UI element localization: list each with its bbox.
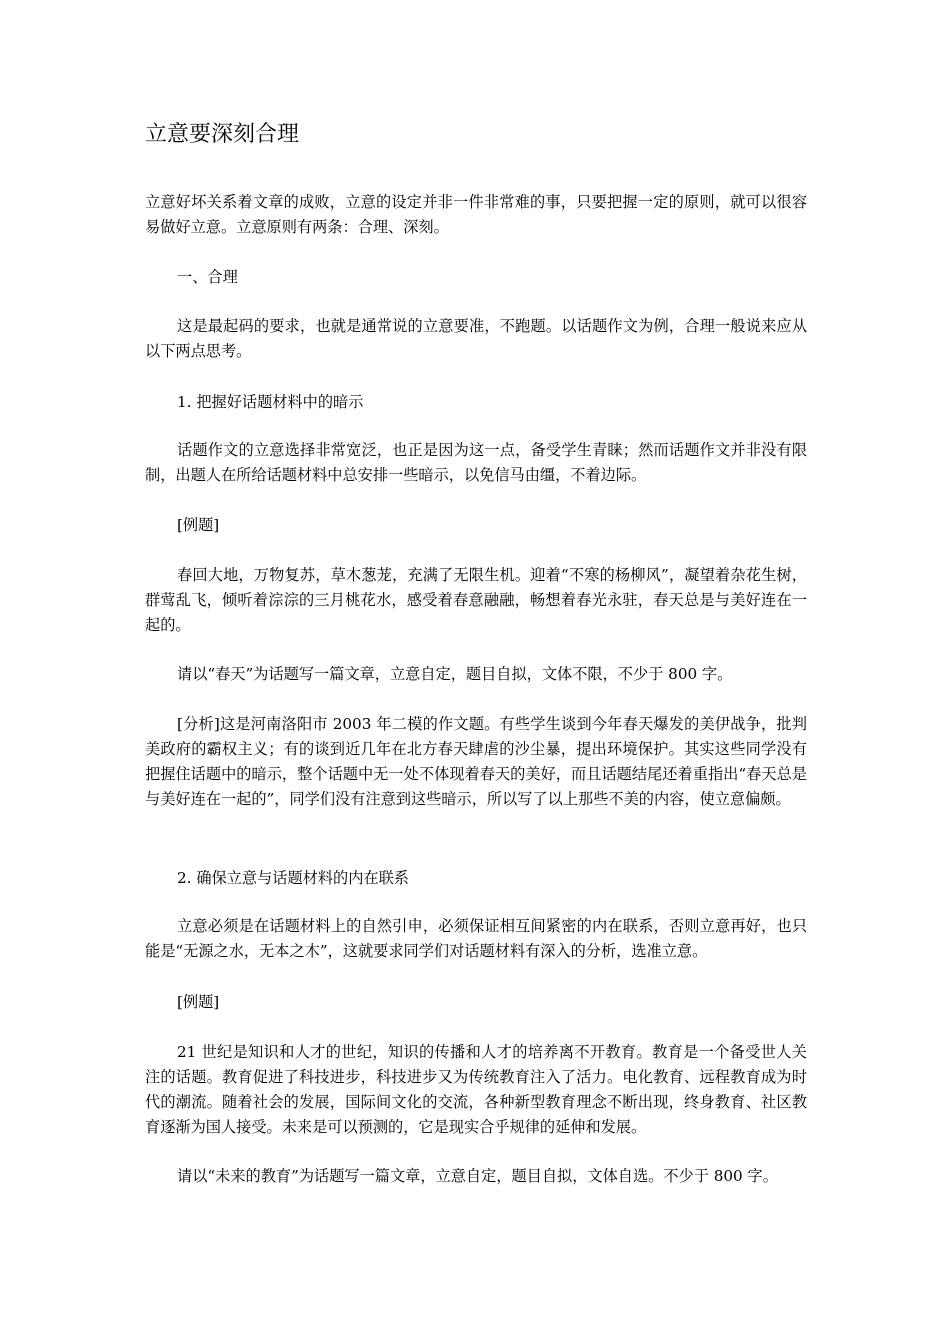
example1-analysis: [分析]这是河南洛阳市 2003 年二模的作文题。有些学生谈到今年春天爆发的美伊战争，批判美政府的霸权主义；有的谈到近几年在北方春天肆虐的沙尘暴，提出环境保护。其实这些同学没有把握住话题中的暗示，整个话题中无一处不体现着春天的美好，而且话题结尾还着重指出“春天总是与美好连在一起的”，同学们没有注意到这些暗示，所以写了以上那些不美的内容，使立意偏颇。 xyxy=(145,715,807,808)
point1-heading: 1. 把握好话题材料中的暗示 xyxy=(177,393,364,411)
example2-prompt: 请以“未来的教育”为话题写一篇文章，立意自定，题目自拟，文体自选。不少于 800 字。 xyxy=(177,1167,778,1185)
example1-label: [例题] xyxy=(177,516,220,534)
section-heading-reasonable: 一、合理 xyxy=(177,268,238,286)
point2-body: 立意必须是在话题材料上的自然引申，必须保证相互间紧密的内在联系，否则立意再好，也只能是“无源之水，无本之木”，这就要求同学们对话题材料有深入的分析，选准立意。 xyxy=(145,917,807,960)
example1-material: 春回大地，万物复苏，草木葱茏，充满了无限生机。迎着“不寒的杨柳风”，凝望着杂花生树，群莺乱飞，倾听着淙淙的三月桃花水，感受着春意融融，畅想着春光永驻，春天总是与美好连在一起的。 xyxy=(145,566,807,634)
point2-heading: 2. 确保立意与话题材料的内在联系 xyxy=(177,869,409,887)
point1-body: 话题作文的立意选择非常宽泛，也正是因为这一点，备受学生青睐；然而话题作文并非没有限制，出题人在所给话题材料中总安排一些暗示，以免信马由缰，不着边际。 xyxy=(145,441,807,484)
example2-label: [例题] xyxy=(177,993,220,1011)
example2-material: 21 世纪是知识和人才的世纪，知识的传播和人才的培养离不开教育。教育是一个备受世人关注的话题。教育促进了科技进步，科技进步又为传统教育注入了活力。电化教育、远程教育成为时代的潮流。随着社会的发展，国际间文化的交流，各种新型教育理念不断出现，终身教育、社区教育逐渐为国人接受。未来是可以预测的，它是现实合乎规律的延伸和发展。 xyxy=(145,1043,807,1136)
intro-paragraph: 立意好坏关系着文章的成败，立意的设定并非一件非常难的事，只要把握一定的原则，就可以很容易做好立意。立意原则有两条：合理、深刻。 xyxy=(145,193,807,236)
example1-prompt: 请以“春天”为话题写一篇文章，立意自定，题目自拟，文体不限，不少于 800 字。 xyxy=(177,665,733,683)
section1-body: 这是最起码的要求，也就是通常说的立意要准，不跑题。以话题作文为例，合理一般说来应从以下两点思考。 xyxy=(145,317,807,360)
document-title: 立意要深刻合理 xyxy=(145,122,300,147)
